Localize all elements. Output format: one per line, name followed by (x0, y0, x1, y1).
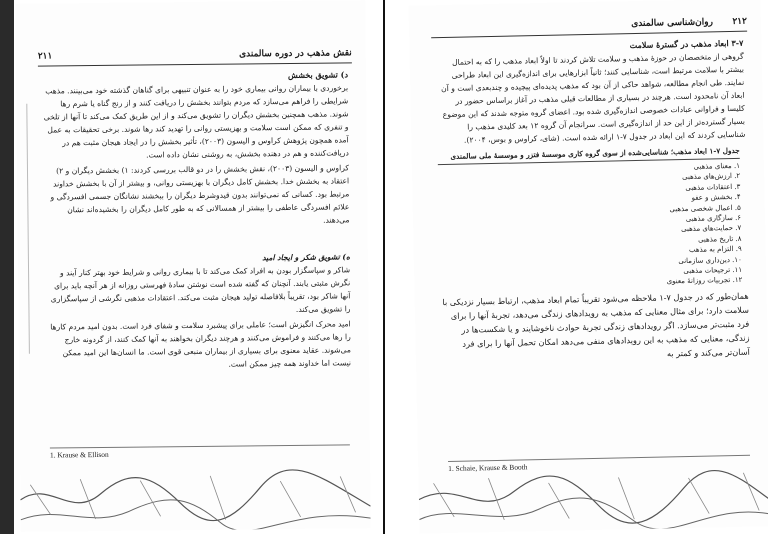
dimension-item: ۸. تاریخ مذهبی (697, 234, 742, 244)
left-paragraph: شاکر و سپاسگزار بودن به افراد کمک می‌کند تا با بیماری روانی و شرایط خود بهتر کنار آیند و نگرش مثبتی یابند. آنچنان که گفته شده است نوشتن سادهٔ فهرستی روزانه از هر آنچه باید برای آنها شاکر بود، تقریباً بلافاصله تولید هیجان مثبت می‌کند. اعتقادات مذهبی نگرشی از سپاسگزاری را تشویق می‌کند. (50, 265, 351, 314)
scan-bleed-through (20, 466, 371, 532)
left-paragraph: برخوردی با بیماران روانی بیماری خود را به عنوان تنبیهی برای گناهان گذشته خود می‌بینند. مذهب شرایطی را فراهم می‌سازد که مردم بتوانند بخشش را دریافت کنند و از رنج گناه یا شرم رها شوند. مذهب همچنین بخشش دیگران را تشویق می‌کند و از این طریق کمک می‌کند تا آنها از تلخی و تنفری که ممکن است سلامت و بهزیستی روانی را تهدید کند رها شوند. برخی تحقیقات به عمل آمده همچون پژوهش کراوس و الیسون (۲۰۰۳)، تأثیر بخشش را در ایجاد هیجان مثبت هم در دریافت‌کننده و هم در دهنده بخشش، به روشنی نشان داده است. (43, 83, 349, 160)
scan-bleed-through (418, 464, 768, 533)
gutter-line (383, 0, 385, 534)
right-section-heading: ۳-۷ ابعاد مذهب در گسترهٔ سلامت (629, 37, 744, 51)
dimension-item: ۴. بخشش و عفو (691, 193, 741, 203)
dimension-item: ۱۱. ترجیحات مذهبی (683, 265, 743, 276)
right-running-head (431, 17, 747, 39)
right-closing-paragraph: همان‌طور که در جدول ۷-۱ ملاحظه می‌شود تقریباً تمام ابعاد مذهب، ارتباط بسیار نزدیکی با سلامت دارد؛ برای مثال معنایی که مذهب به رویدادهای زندگی می‌دهد، تجربهٔ آنها را برای فرد مثبت‌تر می‌سازد. اگر رویدادهای زندگی تجربهٔ حوادث ناخوشایند و یا شکست‌ها در زندگی، معنایی که مذهب به این رویدادهای منفی می‌دهد امکان تحمل آنها را برای فرد آسان‌تر می‌کند و کمتر به (442, 290, 750, 359)
scan-edge (0, 0, 14, 534)
left-section2-heading: ه) تشویق شکر و ایجاد امید (262, 252, 350, 263)
right-intro-paragraph: گروهی از متخصصان در حوزهٔ مذهب و سلامت تلاش کردند تا اولاً ابعاد مذهب را که به احتمال بیشتر با سلامت مرتبط است، شناسایی کنند؛ ثانیاً ابزارهایی برای اندازه‌گیری این ابعاد طراحی نمایند. طی انجام مطالعه، شواهد حاکی از آن بود که مذهب پدیده‌ای پیچیده و چندبعدی است و آن ابعاد آن نامحدود است. هرچند در بسیاری از مطالعات قبلی مذهب در آغاز براساس حضور در کلیسا و فراوانی عبادات خصوصی اندازه‌گیری شده بود. اعضای گروه متوجه شدند که این موضوع بسیار گسترده‌تر از این حد از اندازه‌گیری است. سرانجام آن گروه ۱۲ بعد کلیدی مذهب را شناسایی کردند که این ابعاد در جدول ۷-۱ ارائه شده است. (شای، کراوس و بوس، ۲۰۰۴). (441, 51, 746, 145)
dimension-item: ۵. اعمال شخصی مذهبی (669, 203, 741, 213)
dimension-item: ۶. سازگاری مذهبی (685, 213, 742, 224)
left-paragraph: کراوس و الیسون (۲۰۰۳)، نقش بخشش را در دو قالب بررسی کردند: ۱) بخشش دیگران و ۲) اعتقاد به بخشش خدا. بخشش کامل دیگران با بهزیستی روانی، و بیشتر از آن با بخشش خداوند مرتبط بود. کسانی که نمی‌توانند بدون قیدوشرط دیگران را ببخشند نشانگان جسمی افسردگی و علائم افسردگی عاطفی را بیشتر از همسالانی که به طور کامل دیگران را بخشیده‌اند نشان می‌دهند. (50, 163, 350, 225)
right-page (409, 0, 768, 534)
left-running-title: نقش مذهب در دوره سالمندی (239, 48, 352, 60)
dimension-item: ۷. حمایت‌های مذهبی (681, 224, 742, 234)
dimension-item: ۹. التزام به مذهب (688, 245, 742, 255)
left-footnote: 1. Krause & Ellison (50, 444, 350, 459)
dimension-item: ۲. ارزش‌های مذهبی (682, 172, 741, 182)
right-footnote: 1. Schaie, Krause & Booth (448, 455, 750, 473)
margin-mark (26, 104, 40, 354)
dimensions-table (438, 144, 743, 292)
left-section1-heading: د) تشویق بخشش (287, 69, 349, 80)
right-body (435, 37, 750, 367)
dimension-item: ۱۰. دین‌داری سازمانی (678, 255, 742, 265)
dimension-item: ۱۲. تجربیات روزانهٔ معنوی (666, 276, 743, 286)
table-caption: جدول ۷-۱ ابعاد مذهب؛ شناسایی‌شده از سوی گروه کاری موسسهٔ فتزر و موسسهٔ ملی سالمندی (438, 144, 740, 165)
right-page-number: ۲۱۲ (732, 16, 748, 27)
dimension-item: ۱. معنای مذهبی (693, 161, 741, 171)
left-page (15, 0, 371, 532)
left-running-head (38, 48, 352, 66)
dimension-item: ۳. اعتقادات مذهبی (685, 182, 741, 192)
left-body (42, 68, 351, 374)
left-page-number: ۲۱۱ (37, 51, 53, 62)
right-running-title: روان‌شناسی سالمندی (631, 17, 714, 30)
left-paragraph: امید محرک انگیزش است؛ عاملی برای پیشبرد سلامت و شفای فرد است. بدون امید مردم کارها را رها می‌کنند و فراموش می‌کنند و هرچند دیگران بخواهند به آنها کمک کنند، از گردونه خارج می‌شوند. عقاید معنوی برای بسیاری از بیماران منبعی قوی است. ما انسان‌ها این امید ممکن نیست اما خداوند همه چیز ممکن است. (50, 319, 352, 369)
